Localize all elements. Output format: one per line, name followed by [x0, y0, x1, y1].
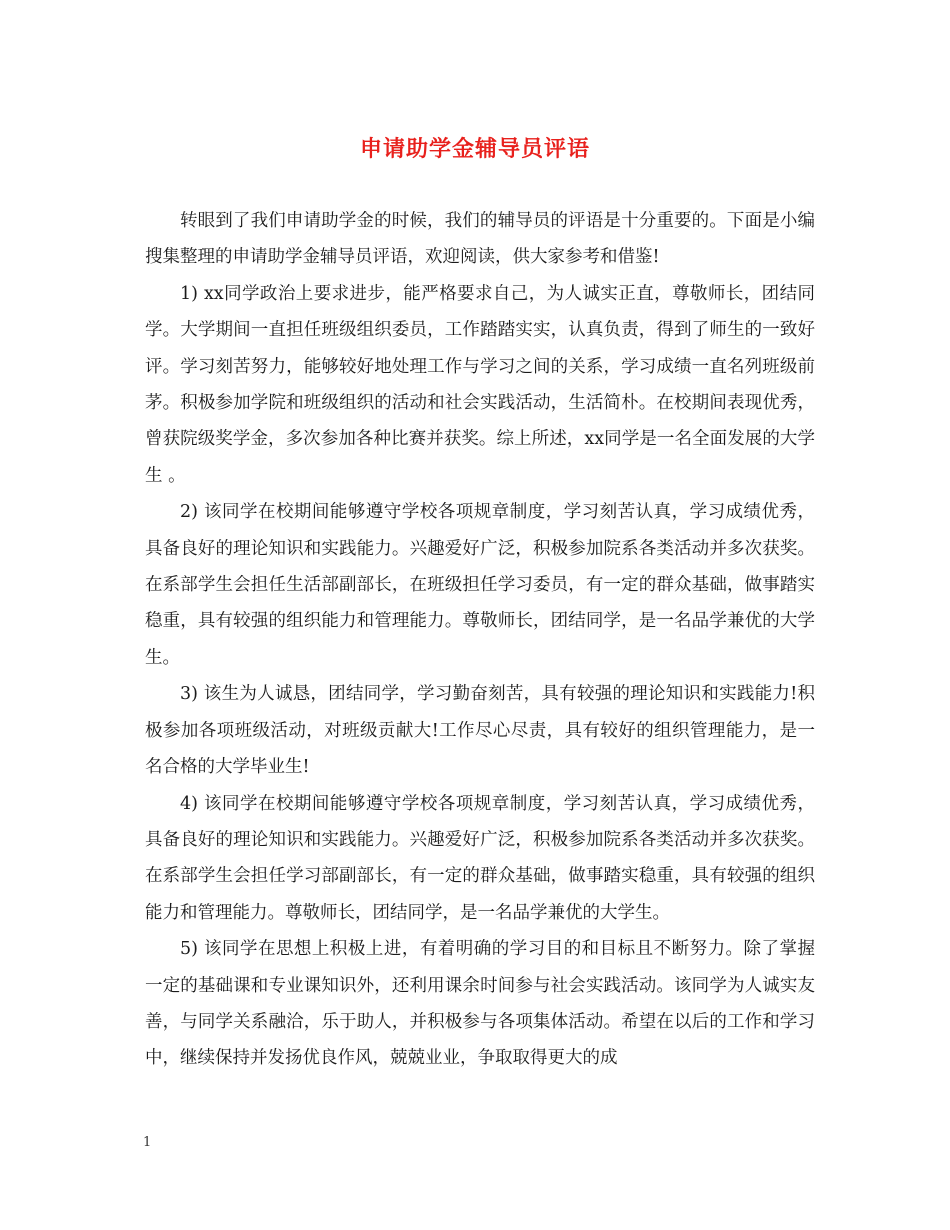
comment-paragraph-3: 3) 该生为人诚恳，团结同学，学习勤奋刻苦，具有较强的理论知识和实践能力!积极参加各项班级活动，对班级贡献大!工作尽心尽责，具有较好的组织管理能力，是一名合格的大学毕业生!	[145, 684, 815, 778]
document-body	[145, 203, 815, 1077]
intro-paragraph: 转眼到了我们申请助学金的时候，我们的辅导员的评语是十分重要的。下面是小编搜集整理的申请助学金辅导员评语，欢迎阅读，供大家参考和借鉴!	[145, 211, 815, 268]
comment-paragraph-5: 5) 该同学在思想上积极上进，有着明确的学习目的和目标且不断努力。除了掌握一定的基础课和专业课知识外，还利用课余时间参与社会实践活动。该同学为人诚实友善，与同学关系融洽，乐于助人，并积极参与各项集体活动。希望在以后的工作和学习中，继续保持并发扬优良作风，兢兢业业，争取取得更大的成	[145, 939, 815, 1069]
comment-paragraph-1: 1) xx同学政治上要求进步，能严格要求自己，为人诚实正直，尊敬师长，团结同学。大学期间一直担任班级组织委员，工作踏踏实实，认真负责，得到了师生的一致好评。学习刻苦努力，能够较好地处理工作与学习之间的关系，学习成绩一直名列班级前茅。积极参加学院和班级组织的活动和社会实践活动，生活简朴。在校期间表现优秀，曾获院级奖学金，多次参加各种比赛并获奖。综上所述，xx同学是一名全面发展的大学生 。	[145, 283, 815, 486]
comment-paragraph-4: 4) 该同学在校期间能够遵守学校各项规章制度，学习刻苦认真，学习成绩优秀，具备良好的理论知识和实践能力。兴趣爱好广泛，积极参加院系各类活动并多次获奖。在系部学生会担任学习部副部长，有一定的群众基础，做事踏实稳重，具有较强的组织能力和管理能力。尊敬师长，团结同学，是一名品学兼优的大学生。	[145, 793, 815, 923]
page-number: 1	[143, 1135, 152, 1150]
document-title: 申请助学金辅导员评语	[359, 136, 590, 162]
comment-paragraph-2: 2) 该同学在校期间能够遵守学校各项规章制度，学习刻苦认真，学习成绩优秀，具备良好的理论知识和实践能力。兴趣爱好广泛，积极参加院系各类活动并多次获奖。在系部学生会担任生活部副部长，在班级担任学习委员，有一定的群众基础，做事踏实稳重，具有较强的组织能力和管理能力。尊敬师长，团结同学，是一名品学兼优的大学生。	[145, 502, 815, 668]
